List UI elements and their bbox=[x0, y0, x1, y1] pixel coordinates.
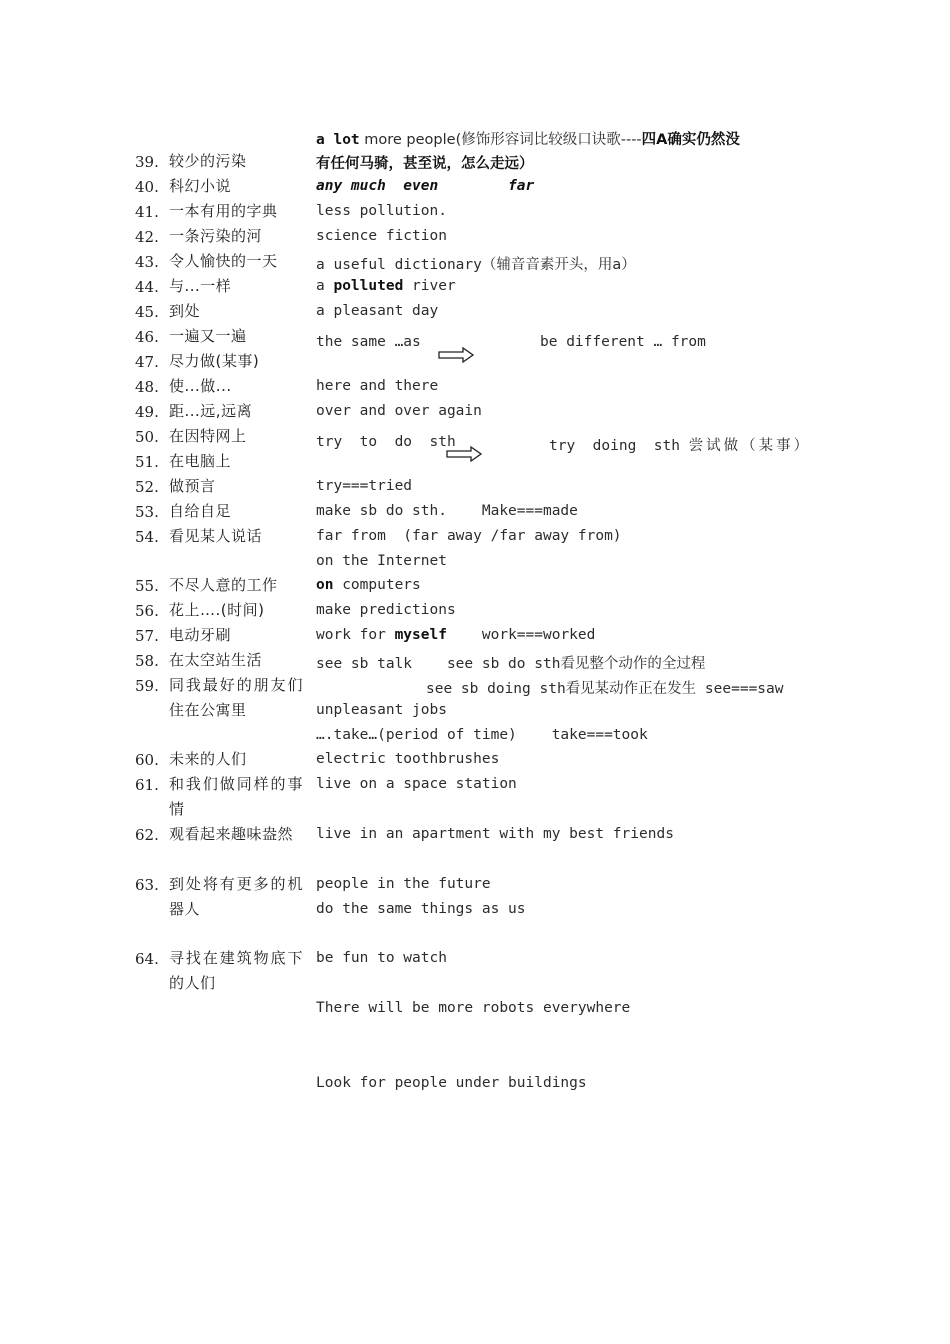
item-chinese: 与...一样 bbox=[169, 277, 232, 295]
header-text: more people(修饰形容词比较级口诀歌---- bbox=[359, 132, 642, 148]
item-chinese: 科幻小说 bbox=[169, 177, 232, 195]
english-note: 看见整个动作的全过程 bbox=[560, 656, 706, 672]
item-number: 48. bbox=[135, 378, 159, 396]
header-line-2: 有任何马骑，甚至说，怎么走远） bbox=[316, 156, 534, 172]
english-line: electric toothbrushes bbox=[316, 751, 500, 767]
english-note: 尝试做（某事） bbox=[688, 438, 812, 454]
english-text: see sb talk see sb do sth bbox=[316, 656, 561, 672]
item-chinese: 使...做... bbox=[169, 377, 232, 395]
english-line: be different … from bbox=[540, 334, 706, 350]
item-chinese: 令人愉快的一天 bbox=[169, 252, 278, 270]
english-line: here and there bbox=[316, 378, 439, 394]
item-number: 50. bbox=[135, 428, 159, 446]
english-line bbox=[549, 434, 811, 455]
item-number: 57. bbox=[135, 627, 159, 645]
item-chinese: 和我们做同样的事情 bbox=[169, 775, 303, 818]
item-chinese: 在电脑上 bbox=[169, 452, 232, 470]
header-bold-a-lot: a lot bbox=[316, 132, 360, 148]
item-chinese: 做预言 bbox=[169, 477, 216, 495]
english-line: a pleasant day bbox=[316, 303, 439, 319]
english-line: over and over again bbox=[316, 403, 482, 419]
english-note: （辅音音素开头，用a） bbox=[481, 257, 636, 273]
item-chinese: 不尽人意的工作 bbox=[169, 576, 278, 594]
english-line bbox=[316, 577, 421, 593]
item-number: 56. bbox=[135, 602, 159, 620]
english-text: work===worked bbox=[446, 627, 596, 643]
english-text: river bbox=[403, 278, 456, 294]
item-chinese: 自给自足 bbox=[169, 502, 232, 520]
english-line: far from (far away /far away from) bbox=[316, 528, 622, 544]
item-chinese: 看见某人说话 bbox=[169, 527, 263, 545]
item-chinese: 在太空站生活 bbox=[169, 651, 263, 669]
item-chinese: 距...远,远离 bbox=[169, 402, 253, 420]
english-line: try to do sth bbox=[316, 434, 456, 450]
right-arrow-icon bbox=[446, 446, 482, 462]
english-text: a bbox=[316, 278, 334, 294]
item-chinese: 在因特网上 bbox=[169, 427, 247, 445]
english-line: people in the future bbox=[316, 876, 491, 892]
english-line: the same …as bbox=[316, 334, 421, 350]
item-number: 39. bbox=[135, 153, 159, 171]
item-number: 46. bbox=[135, 328, 159, 346]
item-number: 52. bbox=[135, 478, 159, 496]
item-number: 43. bbox=[135, 253, 159, 271]
item-chinese: 一遍又一遍 bbox=[169, 327, 247, 345]
english-line: Look for people under buildings bbox=[316, 1075, 587, 1091]
english-line bbox=[316, 253, 636, 274]
english-line: try===tried bbox=[316, 478, 413, 494]
item-chinese: 到处 bbox=[169, 302, 201, 320]
item-chinese: 花上….(时间) bbox=[169, 601, 265, 619]
item-number: 41. bbox=[135, 203, 159, 221]
english-line bbox=[426, 677, 784, 698]
english-line: make sb do sth. Make===made bbox=[316, 503, 578, 519]
item-chinese: 一本有用的字典 bbox=[169, 202, 278, 220]
english-text: a useful dictionary bbox=[316, 257, 482, 273]
item-number: 53. bbox=[135, 503, 159, 521]
item-number: 59. bbox=[135, 677, 159, 695]
english-bold-word: polluted bbox=[333, 278, 404, 294]
item-chinese: 寻找在建筑物底下的人们 bbox=[169, 949, 303, 992]
english-line: live on a space station bbox=[316, 776, 517, 792]
item-number: 44. bbox=[135, 278, 159, 296]
item-number: 60. bbox=[135, 751, 159, 769]
item-chinese: 尽力做(某事) bbox=[169, 352, 260, 370]
item-chinese: 电动牙刷 bbox=[169, 626, 232, 644]
english-line bbox=[316, 652, 705, 673]
english-text: see sb doing sth bbox=[426, 681, 566, 697]
item-number: 58. bbox=[135, 652, 159, 670]
item-chinese: 未来的人们 bbox=[169, 750, 247, 768]
english-line: do the same things as us bbox=[316, 901, 526, 917]
item-number: 63. bbox=[135, 876, 159, 894]
item-number: 64. bbox=[135, 950, 159, 968]
english-line: less pollution. bbox=[316, 203, 447, 219]
english-line: on the Internet bbox=[316, 553, 447, 569]
english-text: work for bbox=[316, 627, 395, 643]
right-arrow-icon bbox=[438, 347, 474, 363]
item-number: 62. bbox=[135, 826, 159, 844]
header-bold-text: 四A确实仍然没 bbox=[641, 132, 740, 148]
item-number: 40. bbox=[135, 178, 159, 196]
english-line bbox=[316, 627, 595, 643]
english-text: see===saw bbox=[696, 681, 784, 697]
header-adverb-far: far bbox=[508, 178, 535, 194]
item-number: 47. bbox=[135, 353, 159, 371]
english-bold-word: myself bbox=[394, 627, 447, 643]
english-line: ….take…(period of time) take===took bbox=[316, 727, 648, 743]
item-chinese: 到处将有更多的机器人 bbox=[169, 875, 303, 918]
header-adverbs: any much even bbox=[316, 178, 439, 194]
item-number: 55. bbox=[135, 577, 159, 595]
item-chinese: 一条污染的河 bbox=[169, 227, 263, 245]
english-line: There will be more robots everywhere bbox=[316, 1000, 631, 1016]
english-text: try doing sth bbox=[549, 438, 680, 454]
item-number: 45. bbox=[135, 303, 159, 321]
english-bold-word: on bbox=[316, 577, 334, 593]
item-chinese: 观看起来趣味盎然 bbox=[169, 825, 294, 843]
item-chinese: 同我最好的朋友们住在公寓里 bbox=[169, 676, 303, 719]
english-line: make predictions bbox=[316, 602, 456, 618]
english-line: science fiction bbox=[316, 228, 447, 244]
english-line: live in an apartment with my best friends bbox=[316, 826, 674, 842]
header-line-1 bbox=[316, 128, 740, 149]
header-line-3 bbox=[316, 178, 534, 194]
english-text: computers bbox=[333, 577, 421, 593]
item-number: 54. bbox=[135, 528, 159, 546]
item-number: 61. bbox=[135, 776, 159, 794]
item-number: 51. bbox=[135, 453, 159, 471]
item-chinese: 较少的污染 bbox=[169, 152, 247, 170]
english-line: be fun to watch bbox=[316, 950, 447, 966]
english-line: unpleasant jobs bbox=[316, 702, 447, 718]
english-note: 看见某动作正在发生 bbox=[565, 681, 697, 697]
item-number: 49. bbox=[135, 403, 159, 421]
item-number: 42. bbox=[135, 228, 159, 246]
english-line bbox=[316, 278, 456, 294]
